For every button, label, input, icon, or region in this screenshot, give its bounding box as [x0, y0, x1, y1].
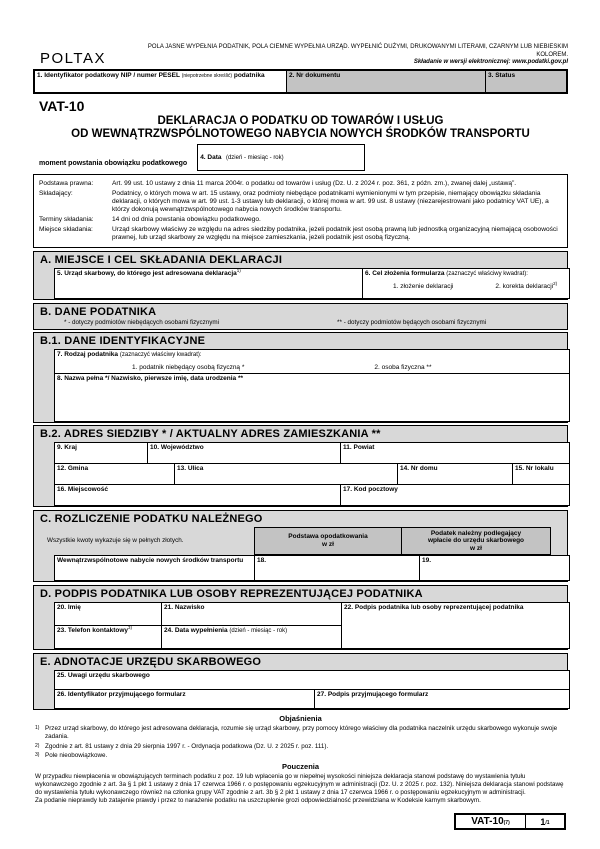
col2-line2: wpłacie do urzędu skarbowego	[427, 537, 525, 544]
field-22-label: 22. Podpis podatnika lub osoby reprezentującej podatnika	[344, 604, 524, 611]
moment-label: moment powstania obowiązku podatkowego	[39, 159, 188, 167]
field-21-label: 21. Nazwisko	[164, 604, 205, 611]
footer-code-version: (7)	[503, 820, 510, 827]
col2-line1: Podatek należny podlegający	[430, 529, 522, 537]
pouczenia-paragraph-1: W przypadku niewpłacenia w obowiązujących terminach podatku z poz. 19 lub wpłacenia go w niepełnej wysokości niniejsza deklaracja stanowi podstawę do wystawienia tytułu wykonawczego zgodnie z art. 3a § 1 pkt 1 ustawy z dnia 17 czerwca 1966 r. o postępowaniu egzekucyjnym w administracji (Dz. U. z 2025 r. poz. 132). Niniejsza deklaracja stanowi podstawę do wystawienia tytułu wykonawczego również na członka grupy VAT zgodnie z art. 3b § 2 pkt 1 ustawy z dnia 17 czerwca 1966 r. o postępowaniu egzekucyjnym w administracji.	[35, 773, 564, 796]
section-a-title: A. MIEJSCE I CEL SKŁADANIA DEKLARACJI	[40, 253, 283, 266]
legal-text: Podatnicy, o których mowa w art. 15 ustawy, oraz podmioty niebędące podatnikami wymienionymi w tym przepisie, niemający obowiązku składania deklaracji, o których mowa w art. 99 ust. 1-3 ustawy lub deklaracji, o której mowa w art. 99 ust. 8 ustawy (niezarejestrowani jako podatnicy VAT UE), a którzy dokonują wewnątrzwspólnotowego nabycia nowych środków transportu.	[112, 189, 549, 213]
footnote-2-marker: 2)	[35, 742, 40, 749]
field-miejscowosc-16[interactable]	[55, 484, 341, 505]
form-code: VAT-10	[39, 97, 85, 114]
field-14-label: 14. Nr domu	[400, 464, 438, 472]
field-nip-pesel-note: (niepotrzebne skreślić)	[181, 72, 233, 79]
field-nr-dokumentu-label: 2. Nr dokumentu	[289, 71, 341, 79]
col2-line3: w zł	[470, 544, 482, 552]
form-footer-box	[454, 813, 566, 830]
section-a	[33, 251, 568, 300]
field-status-label: 3. Status	[488, 71, 516, 79]
column-header-podatek	[401, 527, 551, 556]
field-15-label: 15. Nr lokalu	[515, 464, 554, 472]
legal-label: Podstawa prawna:	[39, 179, 94, 187]
footnote-single-star: * - dotyczy podmiotów niebędących osobami fizycznymi	[64, 318, 220, 326]
field-19-label: 19.	[422, 557, 432, 564]
footnote-1-marker: 1)	[35, 725, 40, 731]
section-b	[33, 303, 568, 330]
field-17-label: 17. Kod pocztowy	[343, 485, 398, 493]
field-24-note: (dzień - miesiąc - rok)	[229, 628, 288, 634]
section-b-title: B. DANE PODATNIKA	[40, 305, 157, 318]
field-5-footnote-ref: 1)	[236, 267, 241, 273]
field-podpis-22[interactable]	[342, 603, 570, 649]
section-c-fields	[54, 555, 567, 581]
field-23-footnote-ref: 3)	[128, 624, 133, 630]
wnt-row-label: Wewnątrzwspólnotowe nabycie nowych środków transportu	[57, 557, 244, 564]
footnote-3-text: Pole nieobowiązkowe.	[45, 752, 108, 760]
field-data-4-note: (dzień - miesiąc - rok)	[225, 154, 284, 161]
option-korekta-label: 2. korekta deklaracji	[495, 282, 554, 290]
field-nip-pesel[interactable]	[35, 71, 287, 92]
field-12-label: 12. Gmina	[57, 464, 89, 472]
field-podatek-19[interactable]	[420, 556, 570, 581]
amounts-note: Wszystkie kwoty wykazuje się w pełnych złotych.	[47, 537, 184, 545]
fill-notice	[128, 44, 568, 67]
field-5-label: 5. Urząd skarbowy, do którego jest adresowana deklaracja	[57, 269, 237, 277]
field-nip-pesel-suffix: podatnika	[233, 71, 265, 79]
section-b2-fields	[54, 442, 567, 506]
option-korekta-deklaracji[interactable]	[495, 280, 558, 291]
field-nr-dokumentu	[287, 71, 486, 92]
field-26-label: 26. Identyfikator przyjmującego formularz	[57, 691, 186, 698]
section-c	[33, 510, 568, 583]
section-b1	[33, 332, 568, 423]
efiling-note: Składanie w wersji elektronicznej: www.podatki.gov.pl	[413, 59, 568, 65]
section-e-title: E. ADNOTACJE URZĘDU SKARBOWEGO	[40, 656, 262, 668]
section-b2-title: B.2. ADRES SIEDZIBY * / AKTUALNY ADRES ZAMIESZKANIA **	[40, 427, 381, 440]
section-d-fields	[54, 602, 567, 649]
col1-line2: w zł	[322, 540, 334, 548]
field-7-label-row	[57, 351, 567, 359]
section-d-title: D. PODPIS PODATNIKA LUB OSOBY REPREZENTUJĄCEJ PODATNIKA	[40, 588, 423, 600]
field-9-label: 9. Kraj	[57, 443, 77, 451]
field-6-options	[365, 280, 567, 291]
field-6-label-row	[365, 270, 567, 278]
fill-notice-line1: POLA JASNE WYPEŁNIA PODATNIK, POLA CIEMNE WYPEŁNIA URZĄD. WYPEŁNIĆ DUŻYMI, DRUKOWANYMI LITERAMI, CZARNYM LUB NIEBIESKIM KOLOREM.	[147, 44, 568, 58]
section-c-title: C. ROZLICZENIE PODATKU NALEŻNEGO	[40, 512, 263, 525]
column-header-podstawa	[254, 527, 402, 556]
field-6-label: 6. Cel złożenia formularza	[365, 269, 445, 277]
option-korekta-footnote-ref: 2)	[553, 280, 558, 286]
field-27-label: 27. Podpis przyjmującego formularz	[317, 691, 429, 698]
field-nazwisko-21[interactable]	[162, 603, 342, 626]
field-18-label: 18.	[257, 557, 267, 564]
field-wojewodztwo-10[interactable]	[148, 442, 341, 463]
field-11-label: 11. Powiat	[343, 443, 375, 451]
top-header	[33, 44, 568, 67]
field-kraj-9[interactable]	[55, 442, 148, 463]
footnote-3-marker: 3)	[35, 752, 40, 759]
field-status	[486, 71, 566, 92]
section-b2	[33, 425, 568, 507]
field-7-label: 7. Rodzaj podatnika	[57, 350, 119, 358]
col1-line1: Podstawa opodatkowania	[288, 533, 368, 541]
option-podatnik-niefizyczny[interactable]: 1. podatnik niebędący osobą fizyczną *	[132, 363, 245, 371]
legal-row-skladajacy	[39, 190, 563, 214]
field-imie-20[interactable]	[55, 603, 162, 626]
legal-text: 14 dni od dnia powstania obowiązku podatkowego.	[112, 215, 261, 223]
option-zlozenie-deklaracji[interactable]: 1. złożenie deklaracji	[393, 282, 454, 290]
field-kod-pocztowy-17[interactable]	[341, 484, 570, 505]
footer-form-code	[456, 815, 526, 828]
form-title-line2: OD WEWNĄTRZWSPÓLNOTOWEGO NABYCIA NOWYCH ŚRODKÓW TRANSPORTU	[71, 127, 530, 140]
legal-text: Urząd skarbowy właściwy ze względu na adres siedziby podatnika, jeżeli podatnik jest osobą prawną lub jednostką organizacyjną niemającą osobowości prawnej, lub urząd skarbowy ze względu na miejsce zamieszkania, jeżeli podatnik jest osobą fizyczną.	[112, 225, 558, 241]
field-16-label: 16. Miejscowość	[57, 485, 108, 493]
field-8-label: 8. Nazwa pełna */ Nazwisko, pierwsze imię, data urodzenia **	[57, 374, 244, 382]
form-sheet	[33, 44, 568, 830]
field-24-label: 24. Data wypełnienia	[164, 627, 228, 634]
field-uwagi-25	[55, 671, 570, 690]
field-25-label: 25. Uwagi urzędu skarbowego	[57, 672, 150, 679]
field-nazwa-pelna-8[interactable]	[55, 373, 570, 421]
section-b1-title: B.1. DANE IDENTYFIKACYJNE	[40, 334, 206, 347]
field-podstawa-18[interactable]	[255, 556, 420, 581]
section-d	[33, 585, 568, 650]
legal-label: Składający:	[39, 189, 73, 197]
section-c-column-headers	[254, 527, 567, 556]
field-data-4[interactable]	[197, 144, 365, 171]
footnote-1-text: Przez urząd skarbowy, do którego jest adresowana deklaracja, rozumie się urząd skarbowy, przy pomocy którego właściwy dla podatnika naczelnik urzędu skarbowego wykonuje swoje zadania.	[45, 725, 558, 740]
objasnienia-title: Objaśnienia	[279, 714, 322, 723]
moment-row	[39, 144, 568, 171]
footnote-2-text: Zgodnie z art. 81 ustawy z dnia 29 sierpnia 1997 r. - Ordynacja podatkowa (Dz. U. z 2025 r. poz. 111).	[45, 742, 329, 750]
section-a-fields	[54, 268, 567, 299]
field-identyfikator-26	[55, 690, 315, 709]
objasnienia-item-1	[33, 725, 568, 741]
section-e	[33, 653, 568, 710]
poltax-logo: POLTAX	[40, 49, 106, 67]
form-title	[33, 115, 568, 141]
field-cel-zlozenia-6	[363, 268, 570, 298]
field-13-label: 13. Ulica	[177, 464, 204, 472]
row-label-wnt	[55, 556, 255, 581]
field-10-label: 10. Województwo	[150, 443, 204, 451]
footer-page-sub: /1	[545, 820, 550, 827]
legal-text: Art. 99 ust. 10 ustawy z dnia 11 marca 2004r. o podatku od towarów i usług (Dz. U. z 2024 r. poz. 361, z późn. zm.), zwanej dalej „ustawą”.	[112, 179, 517, 187]
field-7-note: (zaznaczyć właściwy kwadrat):	[119, 351, 202, 358]
field-6-note: (zaznaczyć właściwy kwadrat):	[446, 270, 528, 277]
footer-page-number	[526, 815, 564, 828]
objasnienia-item-2	[33, 743, 568, 751]
field-nr-domu-14[interactable]	[398, 463, 513, 484]
section-b1-fields	[54, 349, 567, 422]
field-podpis-przyjmujacego-27	[315, 690, 570, 709]
option-osoba-fizyczna[interactable]: 2. osoba fizyczna **	[374, 363, 432, 371]
field-rodzaj-podatnika-7	[55, 349, 570, 373]
field-20-label: 20. Imię	[57, 604, 81, 611]
field-23-label: 23. Telefon kontaktowy	[57, 627, 129, 634]
footer-code-main: VAT-10	[471, 816, 504, 828]
section-c-header-row	[34, 527, 567, 556]
field-7-options	[57, 364, 567, 372]
pouczenia-paragraph-2: Za podanie nieprawdy lub zatajenie prawdy i przez to narażenie podatku na uszczuplenie grozi odpowiedzialność przewidziana w Kodeksie karnym skarbowym.	[35, 796, 481, 804]
field-telefon-23[interactable]	[55, 626, 162, 649]
legal-label: Miejsce składania:	[39, 225, 93, 233]
section-b-footnotes	[34, 319, 567, 329]
legal-row-podstawa	[39, 180, 563, 188]
legal-row-miejsce	[39, 226, 563, 242]
field-urzad-skarbowy-5[interactable]	[55, 268, 363, 298]
objasnienia-item-3	[33, 752, 568, 760]
field-ulica-13[interactable]	[175, 463, 398, 484]
legal-info-box	[33, 174, 568, 248]
field-nr-lokalu-15[interactable]	[513, 463, 570, 484]
identifier-row	[33, 69, 568, 94]
field-data-wypelnienia-24[interactable]	[162, 626, 342, 649]
legal-label: Terminy składania:	[39, 215, 94, 223]
legal-row-terminy	[39, 216, 563, 224]
form-title-line1: DEKLARACJA O PODATKU OD TOWARÓW I USŁUG	[157, 114, 444, 127]
field-powiat-11[interactable]	[341, 442, 570, 463]
field-data-4-label: 4. Data	[200, 153, 222, 161]
footer-page-main: 1	[540, 816, 546, 827]
section-e-fields	[54, 670, 567, 709]
field-gmina-12[interactable]	[55, 463, 175, 484]
field-nip-pesel-label: 1. Identyfikator podatkowy NIP / numer PESEL	[37, 71, 180, 79]
pouczenia-title: Pouczenia	[281, 762, 320, 772]
footnote-double-star: ** - dotyczy podmiotów będących osobami fizycznymi	[337, 318, 487, 326]
